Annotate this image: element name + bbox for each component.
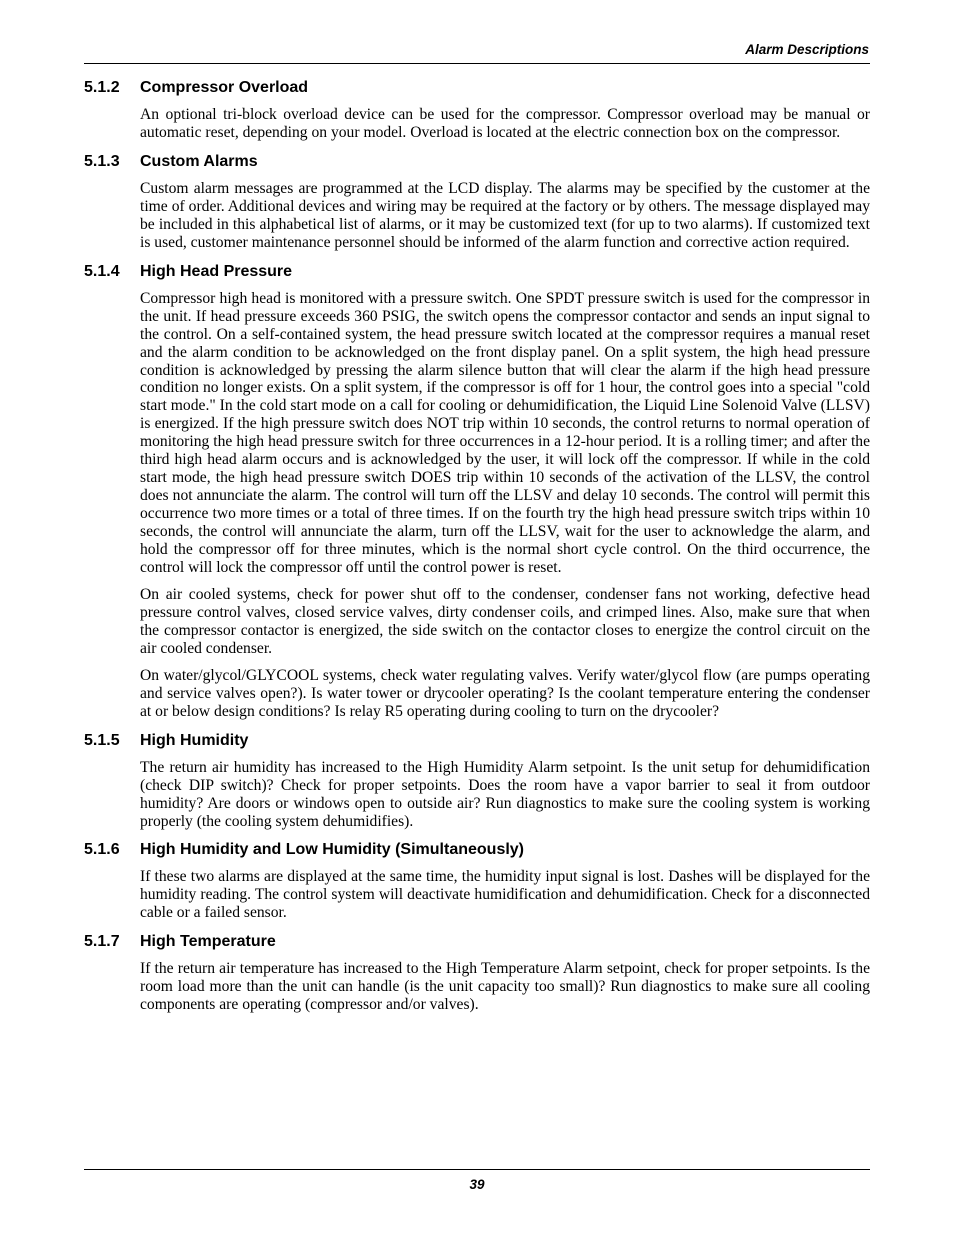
paragraph: If the return air temperature has increased to the High Temperature Alarm setpoint, check for proper setpoints. Is the room load more than the unit can handle (is the unit capacity too small)? Run diagnostics to make sure all cooling components are operating (compressor and/or valves). [140, 960, 870, 1014]
section-number: 5.1.4 [84, 262, 120, 280]
section-heading [84, 78, 870, 100]
section-number: 5.1.5 [84, 731, 120, 749]
section-title: High Temperature [140, 933, 276, 951]
section-number: 5.1.2 [84, 79, 120, 96]
section-title: High Head Pressure [140, 262, 293, 280]
section-high-head-pressure [84, 262, 870, 721]
section-heading [84, 932, 870, 954]
section-title: High Humidity [140, 731, 249, 749]
section-high-temperature [84, 932, 870, 1014]
running-header: Alarm Descriptions [745, 42, 869, 57]
section-title: Compressor Overload [140, 79, 309, 96]
page-content [84, 78, 870, 1014]
section-heading [84, 262, 870, 284]
section-heading [84, 840, 870, 862]
paragraph: Custom alarm messages are programmed at the LCD display. The alarms may be specified by the customer at the time of order. Additional devices and wiring may be required at the factory or by others. The message displayed may be included in this alphabetical list of alarms, or it may be customized text (for up to two alarms). If customized text is used, customer maintenance personnel should be informed of the alarm function and corrective action required. [140, 179, 870, 251]
footer-rule [84, 1169, 870, 1170]
header-rule [84, 63, 870, 64]
paragraph: On water/glycol/GLYCOOL systems, check water regulating valves. Verify water/glycol flow (are pumps operating and service valves open?). Is water tower or drycooler operating? Is the coolant temperature entering the condenser at or below design conditions? Is relay R5 operating during cooling to turn on the drycooler? [140, 666, 870, 720]
paragraph: Compressor high head is monitored with a pressure switch. One SPDT pressure switch is used for the compressor in the unit. If head pressure exceeds 360 PSIG, the switch opens the compressor contactor and sends an input signal to the control. On a self-contained system, the head pressure switch located at the compressor requires a manual reset and the alarm condition to be acknowledged on the front display panel. On a split system, the high head pressure condition is acknowledged by pressing the alarm silence button that will clear the alarm if the high head pressure condition no longer exists. On a split system, if the compressor is off for 1 hour, the control goes into a special "cold start mode." In the cold start mode on a call for cooling or dehumidification, the Liquid Line Solenoid Valve (LLSV) is energized. If the high pressure switch does NOT trip within 10 seconds, the control returns to normal operation of monitoring the high head pressure switch for three occurrences in a 12-hour period. It is a rolling timer; and after the third high head alarm occurs and is acknowledged by the user, it will lock off the compressor. If while in the cold start mode, the high head pressure switch DOES trip within 10 seconds of the activation of the LLSV, the control does not annunciate the alarm. The control will turn off the LLSV and delay 10 seconds. The control will permit this occurrence two more times or a total of three times. If on the fourth try the high head pressure switch trips within 10 seconds, the control will annunciate the alarm, turn off the LLSV, wait for the user to acknowledge the alarm, and hold the compressor off for three minutes, which is the normal short cycle control. On the third occurrence, the control will lock the compressor off until the control power is reset. [140, 289, 870, 577]
page-number: 39 [469, 1177, 485, 1192]
section-number: 5.1.3 [84, 152, 120, 170]
section-high-low-humidity [84, 840, 870, 922]
section-number: 5.1.7 [84, 933, 120, 951]
paragraph: An optional tri-block overload device can be used for the compressor. Compressor overload may be manual or automatic reset, depending on your model. Overload is located at the electric connection box on the compressor. [140, 106, 870, 141]
paragraph: The return air humidity has increased to the High Humidity Alarm setpoint. Is the unit setup for dehumidification (check DIP switch)? Check for proper setpoints. Does the room have a vapor barrier to seal it from outdoor humidity? Are doors or windows open to outside air? Run diagnostics to make sure the cooling system is working properly (the cooling system dehumidifies). [140, 758, 870, 830]
paragraph: On air cooled systems, check for power shut off to the condenser, condenser fans not working, defective head pressure control valves, closed service valves, dirty condenser coils, and crimped lines. Also, make sure that when the compressor contactor is energized, the side switch on the contactor closes to energize the control circuit on the air cooled condenser. [140, 585, 870, 657]
section-custom-alarms [84, 152, 870, 252]
section-compressor-overload [84, 78, 870, 142]
section-title: High Humidity and Low Humidity (Simultaneously) [140, 841, 525, 859]
section-number: 5.1.6 [84, 841, 120, 859]
section-title: Custom Alarms [140, 152, 258, 170]
paragraph: If these two alarms are displayed at the same time, the humidity input signal is lost. Dashes will be displayed for the humidity reading. The control system will deactivate humidification and dehumidification. Check for a disconnected cable or a failed sensor. [140, 868, 870, 922]
section-heading [84, 731, 870, 753]
section-heading [84, 152, 870, 174]
section-high-humidity [84, 731, 870, 831]
